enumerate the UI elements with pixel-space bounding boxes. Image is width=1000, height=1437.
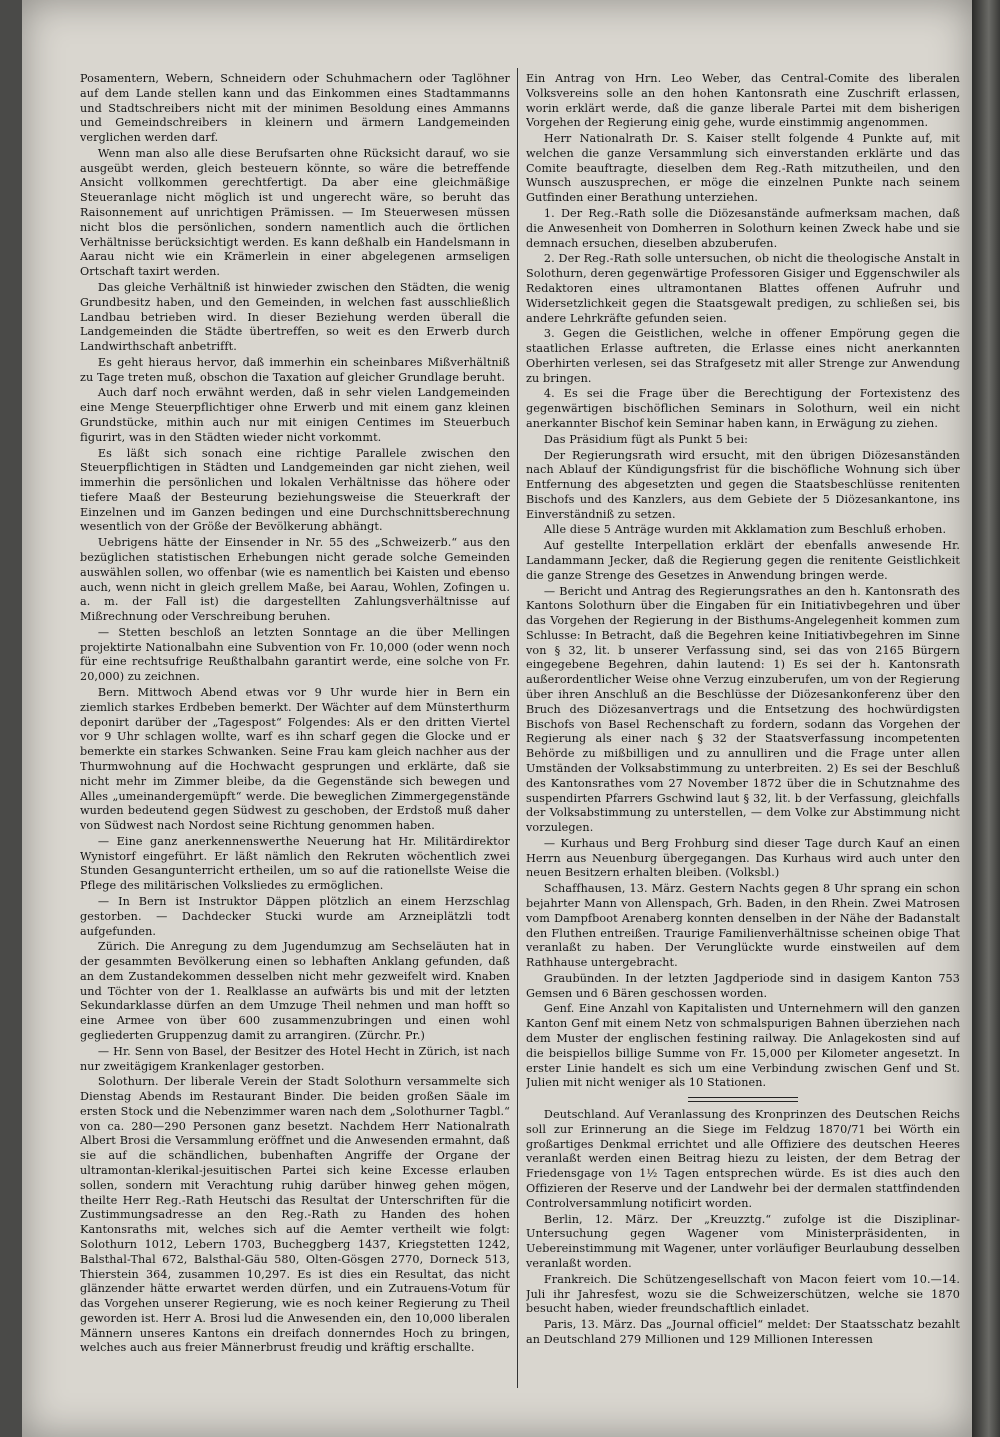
article-paragraph: Bern. Mittwoch Abend etwas vor 9 Uhr wurde hier in Bern ein ziemlich starkes Erdbeben bemerkt. Der Wächter auf dem Münsterthurm deponirt darüber der „Tagespost“ Folgendes: Als er den dritten Viertel vor 9 Uhr schlagen wollte, warf es ihn scharf gegen die Glocke und er bemerkte ein starkes Schwanken. Seine Frau kam gleich nachher aus der Thurmwohnung auf die Hochwacht gesprungen und erklärte, daß sie nicht mehr im Zimmer bleibe, da die Gegenstände sich bewegen und Alles „umeinandergemüpft“ werde. Die beweglichen Zimmergegenstände wurden bedeutend gegen Südwest zu geschoben, der Erdstoß muß daher von Südwest nach Nordost seine Richtung genommen haben. <box>80 686 510 833</box>
article-paragraph: Paris, 13. März. Das „Journal officiel“ meldet: Der Staatsschatz bezahlt an Deutschland 279 Millionen und 129 Millionen Interessen <box>526 1318 960 1346</box>
right-column <box>526 72 960 1402</box>
article-paragraph: Auf gestellte Interpellation erklärt der ebenfalls anwesende Hr. Landammann Jecker, daß die Regierung gegen die renitente Geistlichkeit die ganze Strenge des Gesetzes in Anwendung bringen werde. <box>526 539 960 582</box>
article-paragraph: Das gleiche Verhältniß ist hinwieder zwischen den Städten, die wenig Grundbesitz haben, und den Gemeinden, in welchen fast ausschließlich Landbau betrieben wird. In dieser Beziehung werden überall die Landgemeinden die Städte übertreffen, so weit es den Erwerb durch Landwirthschaft anbetrifft. <box>80 280 510 354</box>
section-separator <box>688 1097 798 1102</box>
article-paragraph: Es geht hieraus hervor, daß immerhin ein scheinbares Mißverhältniß zu Tage treten muß, obschon die Taxation auf gleicher Grundlage beruht. <box>80 355 510 384</box>
article-paragraph: Wenn man also alle diese Berufsarten ohne Rücksicht darauf, wo sie ausgeübt werden, gleich besteuern könnte, so wäre die betreffende Ansicht vollkommen gerechtfertigt. Da aber eine gleichmäßige Steueranlage nicht möglich ist und ungerecht wäre, so beruht das Raisonnement auf unrichtigen Prämissen. — Im Steuerwesen müssen nicht blos die persönlichen, sondern namentlich auch die örtlichen Verhältnisse berücksichtigt werden. Es kann deßhalb ein Handelsmann in Aarau nicht wie ein Krämerlein in einer abgelegenen armseligen Ortschaft taxirt werden. <box>80 146 510 279</box>
article-paragraph: — Stetten beschloß an letzten Sonntage an die über Mellingen projektirte Nationalbahn eine Subvention von Fr. 10,000 (oder wenn noch für eine rechtsufrige Reußthalbahn garantirt werde, eine solche von Fr. 20,000) zu zeichnen. <box>80 625 510 684</box>
column-rule <box>517 68 518 1388</box>
article-paragraph: Graubünden. In der letzten Jagdperiode sind in dasigem Kanton 753 Gemsen und 6 Bären geschossen worden. <box>526 971 960 1000</box>
article-paragraph: Es läßt sich sonach eine richtige Parallele zwischen den Steuerpflichtigen in Städten und Landgemeinden gar nicht ziehen, weil immerhin die persönlichen und lokalen Verhältnisse das höhere oder tiefere Maaß der Besteurung beziehungsweise die Steuerkraft der Einzelnen und im Ganzen bedingen und eine Durchschnittsberechnung wesentlich von der Größe der Bevölkerung abhängt. <box>80 446 510 534</box>
article-paragraph: — Hr. Senn von Basel, der Besitzer des Hotel Hecht in Zürich, ist nach nur zweitägigem Krankenlager gestorben. <box>80 1044 510 1073</box>
article-paragraph: 1. Der Reg.-Rath solle die Diözesanstände aufmerksam machen, daß die Anwesenheit von Domherren in Solothurn keinen Zweck habe und sie demnach ersuchen, dieselben abzuberufen. <box>526 207 960 250</box>
article-paragraph: Solothurn. Der liberale Verein der Stadt Solothurn versammelte sich Dienstag Abends im Restaurant Binder. Die beiden großen Säale im ersten Stock und die Nebenzimmer waren nach dem „Solothurner Tagbl.“ von ca. 280—290 Personen ganz besetzt. Nachdem Herr Nationalrath Albert Brosi die Versammlung eröffnet und die Anwesenden ermahnt, daß sie auf die schändlichen, bubenhaften Angriffe der Organe der ultramontan-klerikal-jesuitischen Partei sich keine Excesse erlauben sollen, sondern mit Verachtung ruhig darüber hinweg gehen mögen, theilte Herr Reg.-Rath Heutschi das Resultat der Unterschriften für die Zustimmungsadresse an den Reg.-Rath zu Handen des hohen Kantonsraths mit, welches sich auf die Aemter vertheilt wie folgt: Solothurn 1012, Lebern 1703, Bucheggberg 1437, Kriegstetten 1242, Balsthal-Thal 672, Balsthal-Gäu 580, Olten-Gösgen 2770, Dorneck 513, Thierstein 364, zusammen 10,297. Es ist dies ein Resultat, das nicht glänzender hätte erwartet werden dürfen, und ein Zutrauens-Votum für das Vorgehen unserer Regierung, wie es noch keiner Regierung zu Theil geworden ist. Herr A. Brosi lud die Anwesenden ein, den 10,000 liberalen Männern unseres Kantons ein dreifach donnerndes Hoch zu bringen, welches auch aus freier Männerbrust freudig und kräftig erschallte. <box>80 1075 510 1355</box>
article-paragraph: Alle diese 5 Anträge wurden mit Akklamation zum Beschluß erhoben. <box>543 523 947 537</box>
scan-edge <box>972 0 1000 1437</box>
article-paragraph: Herr Nationalrath Dr. S. Kaiser stellt folgende 4 Punkte auf, mit welchen die ganze Versammlung sich einverstanden erklärte und das Comite beauftragte, dieselben dem Reg.-Rath mitzutheilen, und den Wunsch auszusprechen, er möge die einzelnen Punkte nach seinem Gutfinden einer Berathung unterziehen. <box>526 132 960 205</box>
article-paragraph: Deutschland. Auf Veranlassung des Kronprinzen des Deutschen Reichs soll zur Erinnerung an die Siege im Feldzug 1870/71 bei Wörth ein großartiges Denkmal errichtet und alle Offiziere des deutschen Heeres veranlaßt werden einen Beitrag hiezu zu leisten, der dem Betrag der Friedensgage von 1½ Tagen entsprechen würde. Es ist dies auch den Offizieren der Reserve und der Landwehr bei der dermalen stattfindenden Controlversammlung notificirt worden. <box>526 1108 960 1210</box>
article-paragraph: — Bericht und Antrag des Regierungsrathes an den h. Kantonsrath des Kantons Solothurn über die Eingaben für ein Initiativbegehren und über das Vorgehen der Regierung in der Bisthums-Angelegenheit kommen zum Schlusse: In Betracht, daß die Begehren keine Initiativbegehren im Sinne von § 32, lit. b unserer Verfassung sind, sei das von 2165 Bürgern eingegebene Begehren, dahin lautend: 1) Es sei der h. Kantonsrath außerordentlicher Weise ohne Verzug einzuberufen, um von der Regierung über ihren Anschluß an die Beschlüsse der Diözesankonferenz über den Bruch des Diözesanvertrags und die Entsetzung des hochwürdigsten Bischofs von Basel Rechenschaft zu fordern, sodann das Vorgehen der Regierung als einer nach § 32 der Staatsverfassung incompetenten Behörde zu mißbilligen und zu annulliren und die Frage unter allen Umständen der Volksabstimmung zu unterbreiten. 2) Es sei der Beschluß des Kantonsrathes vom 27 November 1872 über die in Schutznahme des suspendirten Pfarrers Gschwind laut § 32, lit. b der Verfassung, gleichfalls der Volksabstimmung zu unterstellen, — dem Volke zur Abstimmung nicht vorzulegen. <box>526 584 960 835</box>
article-paragraph: Posamentern, Webern, Schneidern oder Schuhmachern oder Taglöhner auf dem Lande stellen kann und das Einkommen eines Stadtammanns und Stadtschreibers nicht mit der minimen Besoldung eines Ammanns und Gemeindschreibers in kleinern und ärmern Landgemeinden verglichen werden darf. <box>80 72 510 145</box>
article-paragraph: Genf. Eine Anzahl von Kapitalisten und Unternehmern will den ganzen Kanton Genf mit einem Netz von schmalspurigen Bahnen überziehen nach dem Muster der englischen festining railway. Die Anlagekosten sind auf die beispiellos billige Summe von Fr. 15,000 per Kilometer angesetzt. In erster Linie handelt es sich um eine Verbindung zwischen Genf und St. Julien mit nicht weniger als 10 Stationen. <box>526 1002 960 1090</box>
article-paragraph: Uebrigens hätte der Einsender in Nr. 55 des „Schweizerb.“ aus den bezüglichen statistischen Erhebungen nicht gerade solche Gemeinden auswählen sollen, wo offenbar (wie es namentlich bei Kaisten und ebenso auch, wenn nicht in gleich grellem Maße, bei Aarau, Wohlen, Zofingen u. a. m. der Fall ist) die dargestellten Zahlungsverhältnisse auf Mißrechnung oder Verschreibung beruhen. <box>80 536 510 624</box>
article-paragraph: Zürich. Die Anregung zu dem Jugendumzug am Sechseläuten hat in der gesammten Bevölkerung einen so lebhaften Anklang gefunden, daß an dem Zustandekommen desselben nicht mehr gezweifelt wird. Knaben und Töchter von der 1. Realklasse an aufwärts bis und mit der letzten Sekundarklasse dürfen an dem Umzuge Theil nehmen und man hofft so eine Armee von über 600 zusammenzubringen und einen wohl gegliederten Gruppenzug damit zu arrangiren. (Zürchr. Pr.) <box>80 940 510 1042</box>
article-paragraph: Ein Antrag von Hrn. Leo Weber, das Central-Comite des liberalen Volksvereins solle an den hohen Kantonsrath eine Zuschrift erlassen, worin erklärt werde, daß die ganze liberale Partei mit dem bisherigen Vorgehen der Regierung einig gehe, wurde einstimmig angenommen. <box>526 72 960 130</box>
article-paragraph: Der Regierungsrath wird ersucht, mit den übrigen Diözesanständen nach Ablauf der Kündigungsfrist für die bischöfliche Wohnung sich über Entfernung des abgesetzten und gegen die Staatsbeschlüsse renitenten Bischofs und des Kanzlers, aus dem Gebiete der 5 Diözesankantone, ins Einverständniß zu setzen. <box>526 448 960 521</box>
article-paragraph: 2. Der Reg.-Rath solle untersuchen, ob nicht die theologische Anstalt in Solothurn, deren gegenwärtige Professoren Gisiger und Eggenschwiler als Redaktoren eines ultramontanen Blattes offenen Aufruhr und Widersetzlichkeit gegen die Staatsgewalt predigen, zu schließen sei, bis andere Lehrkräfte gefunden seien. <box>526 252 960 325</box>
article-paragraph: 4. Es sei die Frage über die Berechtigung der Fortexistenz des gegenwärtigen bischöflichen Seminars in Solothurn, weil ein nicht anerkannter Bischof kein Seminar haben kann, in Erwägung zu ziehen. <box>526 387 960 430</box>
article-paragraph: — In Bern ist Instruktor Däppen plötzlich an einem Herzschlag gestorben. — Dachdecker Stucki wurde am Arzneiplätzli todt aufgefunden. <box>80 894 510 938</box>
article-paragraph: Frankreich. Die Schützengesellschaft von Macon feiert vom 10.—14. Juli ihr Jahresfest, wozu sie die Schweizerschützen, welche sie 1870 besucht haben, wieder freundschaftlich einladet. <box>526 1272 960 1316</box>
article-paragraph: Das Präsidium fügt als Punkt 5 bei: <box>543 432 748 446</box>
article-paragraph: Schaffhausen, 13. März. Gestern Nachts gegen 8 Uhr sprang ein schon bejahrter Mann von Allenspach, Grh. Baden, in den Rhein. Zwei Matrosen vom Dampfboot Arenaberg konnten denselben in der Nähe der Badanstalt den Fluthen entreißen. Traurige Familienverhältnisse scheinen obige That veranlaßt zu haben. Der Verunglückte wurde einstweilen auf dem Rathhause untergebracht. <box>526 882 960 970</box>
article-paragraph: — Kurhaus und Berg Frohburg sind dieser Tage durch Kauf an einen Herrn aus Neuenburg übergegangen. Das Kurhaus wird auch unter den neuen Besitzern erhalten bleiben. (Volksbl.) <box>526 836 960 880</box>
article-paragraph: Berlin, 12. März. Der „Kreuzztg.“ zufolge ist die Disziplinar-Untersuchung gegen Wagener vom Ministerpräsidenten, in Uebereinstimmung mit Wagener, unter vorläufiger Beurlaubung desselben veranlaßt worden. <box>526 1212 960 1270</box>
article-paragraph: — Eine ganz anerkennenswerthe Neuerung hat Hr. Militärdirektor Wynistorf eingeführt. Er läßt nämlich den Rekruten wöchentlich zwei Stunden Gesangunterricht ertheilen, um so auf die rationellste Weise die Pflege des militärischen Volksliedes zu ermöglichen. <box>80 834 510 893</box>
article-paragraph: 3. Gegen die Geistlichen, welche in offener Empörung gegen die staatlichen Erlasse auftreten, die Erlasse eines nicht anerkannten Oberhirten verlesen, sei das Strafgesetz mit aller Strenge zur Anwendung zu bringen. <box>526 327 960 385</box>
left-column <box>80 72 510 1402</box>
article-paragraph: Auch darf noch erwähnt werden, daß in sehr vielen Landgemeinden eine Menge Steuerpflichtiger ohne Erwerb und mit einem ganz kleinen Grundstücke, mithin auch nur mit einigen Centimes im Steuerbuch figurirt, was in den Städten wieder nicht vorkommt. <box>80 386 510 444</box>
